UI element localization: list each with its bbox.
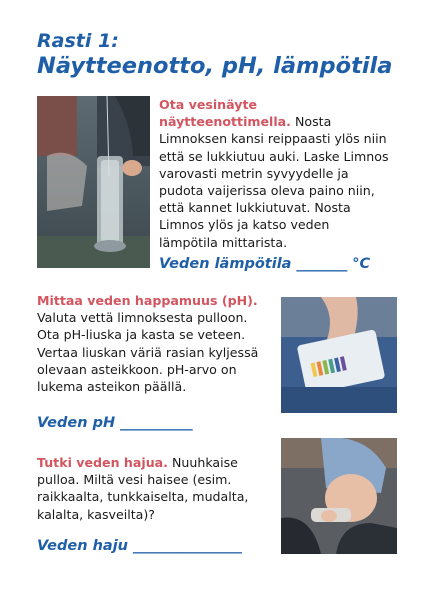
section1-lead: Ota vesinäyte näytteenottimella. [159,97,291,130]
section2-lead: Mittaa veden happamuus (pH). [37,293,258,308]
limnos-sampler-photo [37,96,150,268]
smelling-sample-photo [281,438,397,554]
smell-answer-line: Veden haju _______________ [37,538,242,554]
page-title: Näytteenotto, pH, lämpötila [37,53,393,79]
section1-body: Nosta Limnoksen kansi reippaasti ylös niin että se lukkiutuu auki. Laske Limnos varovasti metrin syvyydelle ja pudota vaijerissa oleva paino niin, että kannet lukkiutuvat. Nosta Limnos ylös ja katso veden lämpötila mittarista. [159,114,389,250]
section2-body: Valuta vettä limnoksesta pulloon. Ota pH-liuska ja kasta se veteen. Vertaa liuskan väriä rasian kyljessä olevaan asteikkoon. pH-arvo on lukema asteikon päällä. [37,310,259,395]
ph-strip-photo [281,297,397,413]
section3-lead: Tutki veden hajua. [37,455,168,470]
title-block [37,30,392,80]
section3-body: Nuuhkaise pulloa. Miltä vesi haisee (esim. raikkaalta, tunkkaiselta, mudalta, kalalta, kasveilta)? [37,455,249,522]
station-label: Rasti 1: [37,30,119,52]
section3-text [37,454,263,523]
section1-text [159,96,391,251]
ph-answer-line: Veden pH __________ [37,415,193,431]
temperature-answer-line: Veden lämpötila _______ °C [159,256,371,272]
section2-text [37,292,273,395]
